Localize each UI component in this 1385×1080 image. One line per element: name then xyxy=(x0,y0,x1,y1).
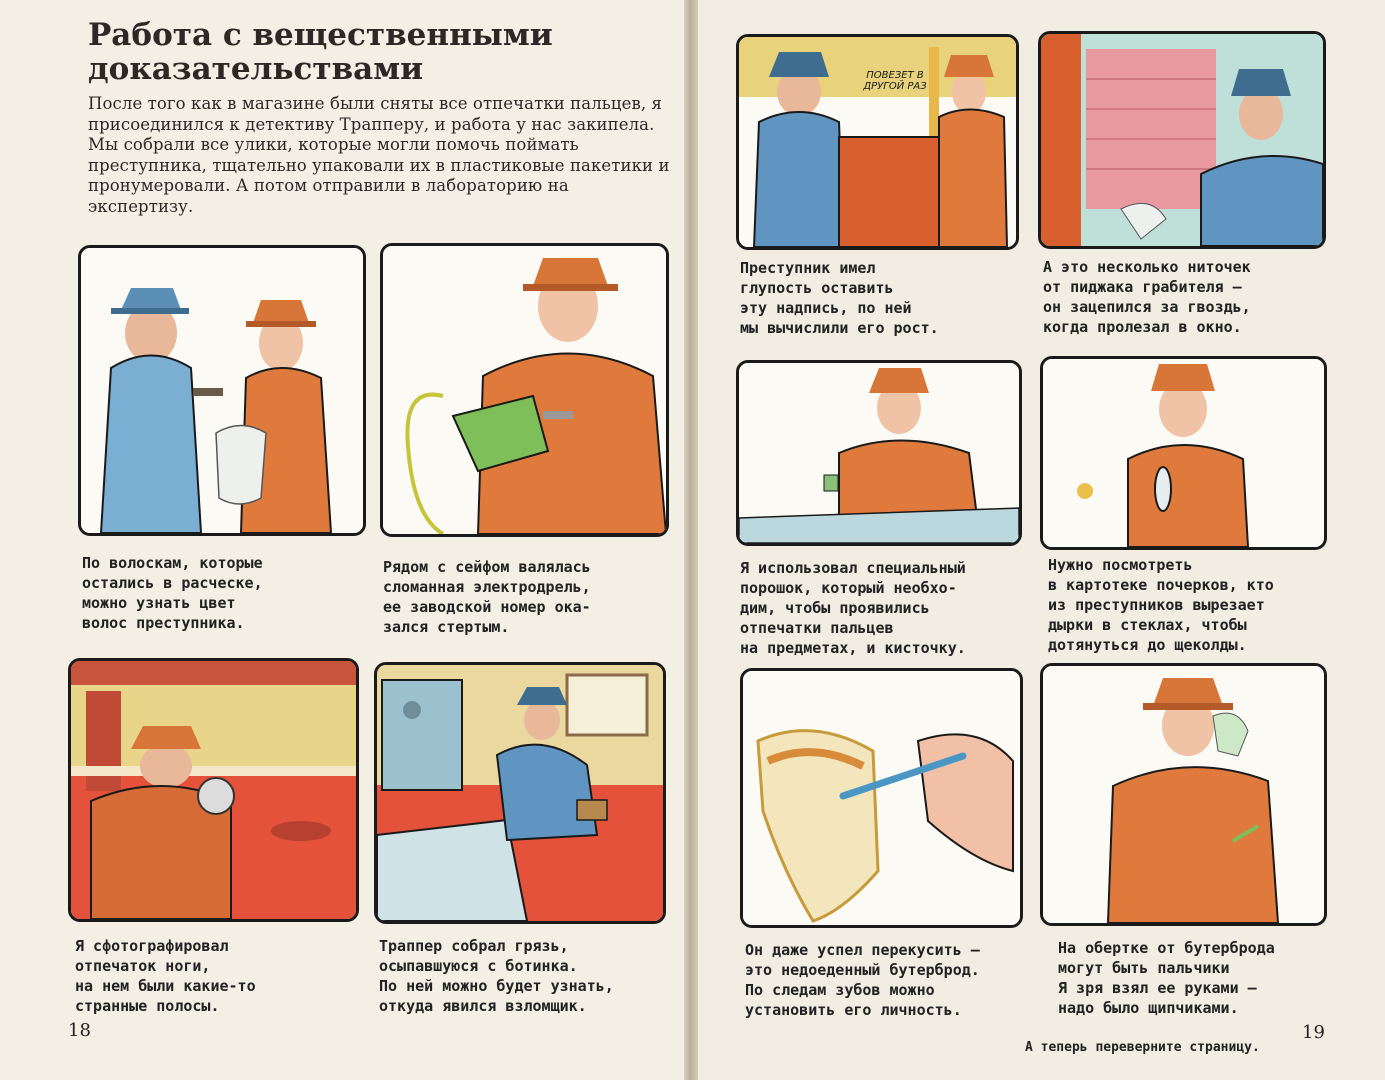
illustration-sandwich xyxy=(740,668,1023,928)
caption-comb: По волоскам, которые остались в расческе, можно узнать цвет волос преступника. xyxy=(82,554,263,632)
caption-footprint: Я сфотографировал отпечаток ноги, на нем были какие-то странные полосы. xyxy=(75,937,256,1015)
illustration-sign-height xyxy=(736,34,1019,250)
illustration-magnifier xyxy=(1040,356,1327,550)
page-title: Работа с вещественными доказательствами xyxy=(88,17,553,87)
illustration-footprint-photo xyxy=(68,658,359,922)
illustration-drill-evidence xyxy=(380,243,669,537)
intro-paragraph: После того как в магазине были сняты все отпечатки пальцев, я присоединился к детективу Трапперу, и работа у нас закипела. Мы собрали все улики, которые могли помочь поймать преступника, тщательно упаковали их в пластиковые пакетики и пронумеровали. А потом отправили в лабораторию на экспертизу. xyxy=(88,94,670,216)
illustration-dirt-collecting xyxy=(374,662,666,924)
turn-page-note: А теперь переверните страницу. xyxy=(1025,1040,1260,1055)
caption-wrapper: На обертке от бутерброда могут быть пальчики Я зря взял ее руками — надо было щипчиками. xyxy=(1058,939,1275,1017)
caption-dirt: Траппер собрал грязь, осыпавшуюся с ботинка. По ней можно будет узнать, откуда явился взломщик. xyxy=(379,937,614,1015)
page-number-left: 18 xyxy=(68,1020,91,1041)
caption-sandwich: Он даже успел перекусить — это недоеденный бутерброд. По следам зубов можно установить его личность. xyxy=(745,941,980,1019)
caption-threads: А это несколько ниточек от пиджака грабителя — он зацепился за гвоздь, когда пролезал в окно. xyxy=(1043,258,1251,336)
illustration-wrapper xyxy=(1040,663,1327,926)
wall-sign: ПОВЕЗЕТ В ДРУГОЙ РАЗ xyxy=(863,70,927,92)
caption-magnifier: Нужно посмотреть в картотеке почерков, кто из преступников вырезает дырки в стеклах, чтобы дотянуться до щеколды. xyxy=(1048,556,1274,654)
caption-powder: Я использовал специальный порошок, который необхо- дим, чтобы проявились отпечатки пальцев на предметах, и кисточку. xyxy=(740,559,966,657)
caption-drill: Рядом с сейфом валялась сломанная электродрель, ее заводской номер ока- зался стертым. xyxy=(383,558,591,636)
book-spine xyxy=(684,0,698,1080)
page-number-right: 19 xyxy=(1302,1022,1325,1043)
illustration-threads-window xyxy=(1038,31,1326,249)
illustration-powder-brush xyxy=(736,360,1022,546)
illustration-comb-evidence xyxy=(78,245,366,536)
caption-sign: Преступник имел глупость оставить эту надпись, по ней мы вычислили его рост. xyxy=(740,259,939,337)
